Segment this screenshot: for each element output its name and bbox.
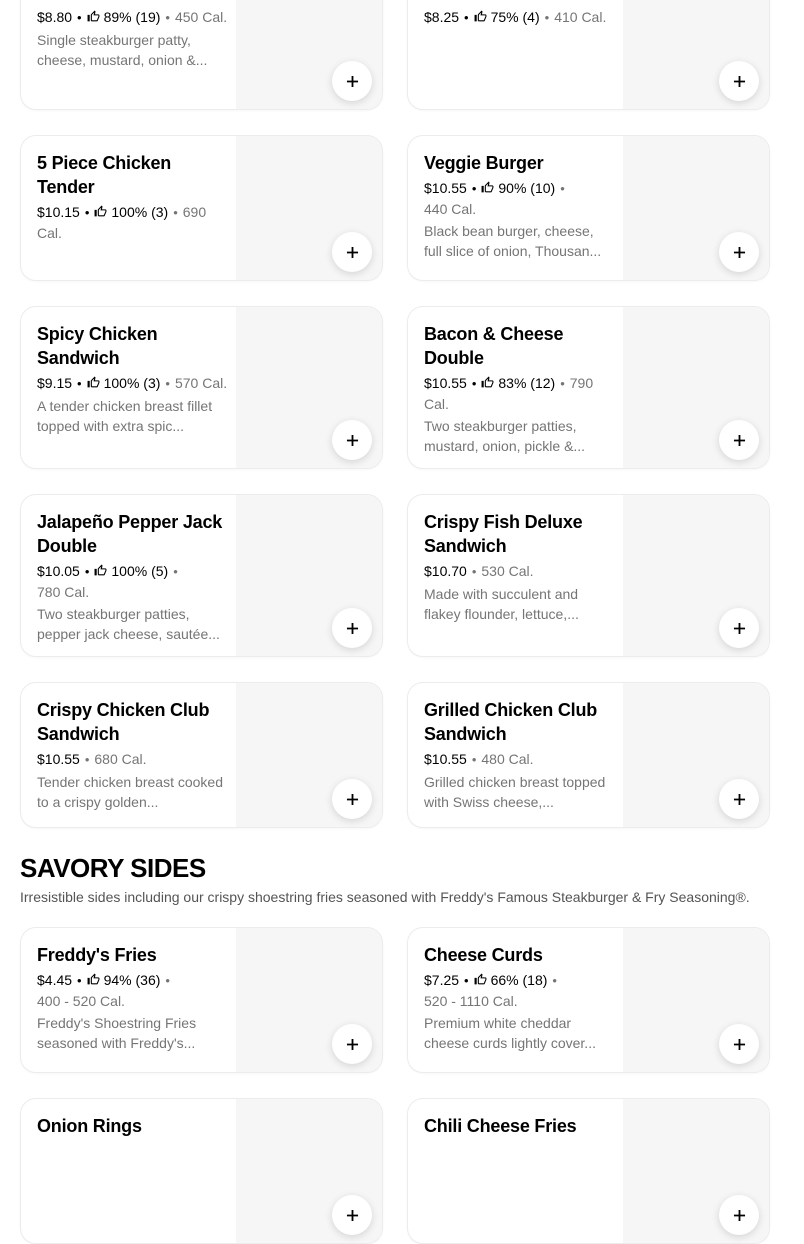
item-calories: 440 Cal. xyxy=(424,201,477,217)
add-to-cart-button[interactable] xyxy=(719,420,759,460)
plus-icon xyxy=(343,243,362,262)
item-meta xyxy=(37,202,228,243)
separator-dot: • xyxy=(77,973,82,988)
item-info xyxy=(21,928,236,1072)
item-description: Single steakburger patty, cheese, mustard, onion &... xyxy=(37,32,208,68)
item-rating: 66% (18) xyxy=(490,972,548,988)
plus-icon xyxy=(343,619,362,638)
section-subtitle: Irresistible sides including our crispy shoestring fries seasoned with Freddy's Famous Steakburger & Fry Seasoning®. xyxy=(20,889,750,905)
item-rating: 100% (5) xyxy=(111,563,169,579)
item-photo-placeholder xyxy=(236,495,382,656)
menu-item-card[interactable] xyxy=(20,306,383,469)
thumb-up-icon xyxy=(474,10,487,23)
menu-item-card[interactable] xyxy=(407,135,770,281)
item-meta xyxy=(37,970,228,1011)
thumb-up-icon xyxy=(94,205,107,218)
item-photo-placeholder xyxy=(236,307,382,468)
item-calories: 690 Cal. xyxy=(37,204,207,241)
separator-dot: • xyxy=(471,752,477,767)
item-photo-placeholder xyxy=(623,683,769,827)
item-name: Chili Cheese Fries xyxy=(424,1116,577,1136)
separator-dot: • xyxy=(173,564,178,579)
item-calories: 410 Cal. xyxy=(554,9,607,25)
separator-dot: • xyxy=(165,973,170,988)
separator-dot: • xyxy=(77,376,82,391)
menu-item-card[interactable] xyxy=(20,135,383,281)
item-photo-placeholder xyxy=(623,307,769,468)
separator-dot: • xyxy=(471,564,477,579)
separator-dot: • xyxy=(552,973,557,988)
add-to-cart-button[interactable] xyxy=(719,608,759,648)
plus-icon xyxy=(343,790,362,809)
item-photo-placeholder xyxy=(623,0,769,109)
separator-dot: • xyxy=(471,181,477,196)
separator-dot: • xyxy=(560,181,565,196)
section-header-savory-sides xyxy=(20,854,770,906)
menu-item-card[interactable] xyxy=(20,682,383,828)
item-meta xyxy=(424,561,615,582)
thumb-up-icon xyxy=(87,10,100,23)
item-name: Crispy Chicken Club Sandwich xyxy=(37,700,210,744)
plus-icon xyxy=(730,72,749,91)
item-name: Crispy Fish Deluxe Sandwich xyxy=(424,512,583,556)
item-info xyxy=(408,928,623,1072)
item-info xyxy=(408,495,623,656)
thumb-up-icon xyxy=(474,973,487,986)
separator-dot: • xyxy=(464,10,469,25)
add-to-cart-button[interactable] xyxy=(719,1195,759,1235)
thumb-up-icon xyxy=(481,376,494,389)
item-price: $10.70 xyxy=(424,563,467,579)
item-name: Bacon & Cheese Double xyxy=(424,324,564,368)
plus-icon xyxy=(343,1206,362,1225)
item-name: Freddy's Fries xyxy=(37,945,157,965)
thumb-up-icon xyxy=(94,564,107,577)
item-description: Tender chicken breast cooked to a crispy golden... xyxy=(37,774,223,810)
item-calories: 530 Cal. xyxy=(481,563,534,579)
item-rating: 90% (10) xyxy=(498,180,556,196)
separator-dot: • xyxy=(77,10,82,25)
item-photo-placeholder xyxy=(623,928,769,1072)
item-name: Jalapeño Pepper Jack Double xyxy=(37,512,223,556)
separator-dot: • xyxy=(84,205,90,220)
separator-dot: • xyxy=(471,376,477,391)
item-price: $10.55 xyxy=(37,751,80,767)
item-price: $4.45 xyxy=(37,972,73,988)
add-to-cart-button[interactable] xyxy=(719,779,759,819)
item-name: Spicy Chicken Sandwich xyxy=(37,324,158,368)
item-photo-placeholder xyxy=(236,928,382,1072)
item-calories: 680 Cal. xyxy=(94,751,147,767)
plus-icon xyxy=(730,1206,749,1225)
thumb-up-icon xyxy=(481,181,494,194)
item-name: 5 Piece Chicken Tender xyxy=(37,153,172,197)
item-rating: 94% (36) xyxy=(103,972,161,988)
item-price: $10.55 xyxy=(424,751,467,767)
menu-item-card[interactable] xyxy=(407,0,770,110)
item-name: Grilled Chicken Club Sandwich xyxy=(424,700,598,744)
plus-icon xyxy=(343,1035,362,1054)
item-price: $7.25 xyxy=(424,972,460,988)
menu-item-card[interactable] xyxy=(407,927,770,1073)
item-calories: 450 Cal. xyxy=(174,9,228,25)
item-photo-placeholder xyxy=(623,1099,769,1243)
item-info xyxy=(21,1099,236,1243)
thumb-up-icon xyxy=(87,376,100,389)
item-info xyxy=(408,683,623,827)
menu-item-card[interactable] xyxy=(20,494,383,657)
item-meta xyxy=(424,178,615,219)
item-info xyxy=(408,1099,623,1243)
add-to-cart-button[interactable] xyxy=(719,232,759,272)
add-to-cart-button[interactable] xyxy=(332,1195,372,1235)
plus-icon xyxy=(343,72,362,91)
item-description: A tender chicken breast fillet topped with extra spic... xyxy=(37,398,213,434)
thumb-up-icon xyxy=(87,376,100,389)
thumb-up-icon xyxy=(94,564,107,577)
item-calories: 480 Cal. xyxy=(481,751,534,767)
add-to-cart-button[interactable] xyxy=(719,61,759,101)
item-calories: 570 Cal. xyxy=(174,375,228,391)
separator-dot: • xyxy=(173,205,178,220)
thumb-up-icon xyxy=(94,205,107,218)
item-meta xyxy=(37,561,228,602)
item-price: $9.15 xyxy=(37,375,73,391)
item-info xyxy=(21,683,236,827)
separator-dot: • xyxy=(464,973,469,988)
item-description: Premium white cheddar cheese curds lightly cover... xyxy=(424,1015,596,1051)
item-name: Veggie Burger xyxy=(424,153,544,173)
item-rating: 89% (19) xyxy=(103,9,161,25)
thumb-up-icon xyxy=(481,376,494,389)
item-photo-placeholder xyxy=(623,136,769,280)
thumb-up-icon xyxy=(474,10,487,23)
plus-icon xyxy=(730,1035,749,1054)
item-meta xyxy=(424,373,615,414)
clipped-item-name xyxy=(424,0,615,4)
item-rating: 100% (3) xyxy=(103,375,161,391)
item-description: Made with succulent and flakey flounder, lettuce,... xyxy=(424,586,579,622)
clipped-item-name xyxy=(37,0,228,4)
thumb-up-icon xyxy=(87,973,100,986)
item-calories: 780 Cal. xyxy=(37,584,90,600)
add-to-cart-button[interactable] xyxy=(332,608,372,648)
add-to-cart-button[interactable] xyxy=(332,779,372,819)
item-photo-placeholder xyxy=(236,0,382,109)
separator-dot: • xyxy=(544,10,550,25)
item-price: $8.80 xyxy=(37,9,73,25)
item-price: $10.55 xyxy=(424,375,467,391)
plus-icon xyxy=(730,790,749,809)
item-info xyxy=(21,307,236,468)
menu-grid-burgers xyxy=(20,0,770,828)
menu-item-card[interactable] xyxy=(407,494,770,657)
item-description: Grilled chicken breast topped with Swiss cheese,... xyxy=(424,774,606,810)
plus-icon xyxy=(730,431,749,450)
item-description: Two steakburger patties, mustard, onion, pickle &... xyxy=(424,418,586,454)
add-to-cart-button[interactable] xyxy=(332,1024,372,1064)
item-calories: 400 - 520 Cal. xyxy=(37,993,125,1009)
item-description: Freddy's Shoestring Fries seasoned with Freddy's... xyxy=(37,1015,197,1051)
item-photo-placeholder xyxy=(236,683,382,827)
item-name: Onion Rings xyxy=(37,1116,142,1136)
item-rating: 100% (3) xyxy=(111,204,169,220)
separator-dot: • xyxy=(84,752,90,767)
section-title: SAVORY SIDES xyxy=(20,853,206,883)
item-meta xyxy=(37,373,228,394)
menu-item-card[interactable] xyxy=(407,306,770,469)
menu-item-card[interactable] xyxy=(20,927,383,1073)
item-calories: 520 - 1110 Cal. xyxy=(424,993,518,1009)
item-info xyxy=(408,307,623,468)
separator-dot: • xyxy=(560,376,565,391)
menu-item-card[interactable] xyxy=(20,0,383,110)
add-to-cart-button[interactable] xyxy=(332,61,372,101)
item-info xyxy=(21,495,236,656)
plus-icon xyxy=(343,431,362,450)
item-price: $8.25 xyxy=(424,9,460,25)
item-calories: 790 Cal. xyxy=(424,375,594,412)
menu-item-card[interactable] xyxy=(407,682,770,828)
menu-grid-savory-sides xyxy=(20,927,770,1244)
item-meta xyxy=(424,970,615,1011)
item-meta xyxy=(424,749,615,770)
item-info xyxy=(21,136,236,280)
item-rating: 75% (4) xyxy=(490,9,540,25)
separator-dot: • xyxy=(165,376,170,391)
item-description: Black bean burger, cheese, full slice of onion, Thousan... xyxy=(424,223,602,259)
item-price: $10.15 xyxy=(37,204,80,220)
menu-item-card[interactable] xyxy=(407,1098,770,1244)
thumb-up-icon xyxy=(474,973,487,986)
item-price: $10.55 xyxy=(424,180,467,196)
add-to-cart-button[interactable] xyxy=(719,1024,759,1064)
item-description: Two steakburger patties, pepper jack cheese, sautée... xyxy=(37,606,220,642)
item-rating: 83% (12) xyxy=(498,375,556,391)
plus-icon xyxy=(730,243,749,262)
thumb-up-icon xyxy=(87,973,100,986)
add-to-cart-button[interactable] xyxy=(332,232,372,272)
separator-dot: • xyxy=(165,10,170,25)
separator-dot: • xyxy=(84,564,90,579)
thumb-up-icon xyxy=(87,10,100,23)
item-info xyxy=(21,0,236,109)
item-name: Cheese Curds xyxy=(424,945,543,965)
item-photo-placeholder xyxy=(236,1099,382,1243)
item-info xyxy=(408,0,623,109)
plus-icon xyxy=(730,619,749,638)
thumb-up-icon xyxy=(481,181,494,194)
item-meta xyxy=(37,749,228,770)
item-meta xyxy=(37,7,228,28)
item-info xyxy=(408,136,623,280)
item-meta xyxy=(424,7,615,28)
item-photo-placeholder xyxy=(236,136,382,280)
item-price: $10.05 xyxy=(37,563,80,579)
item-photo-placeholder xyxy=(623,495,769,656)
menu-item-card[interactable] xyxy=(20,1098,383,1244)
add-to-cart-button[interactable] xyxy=(332,420,372,460)
